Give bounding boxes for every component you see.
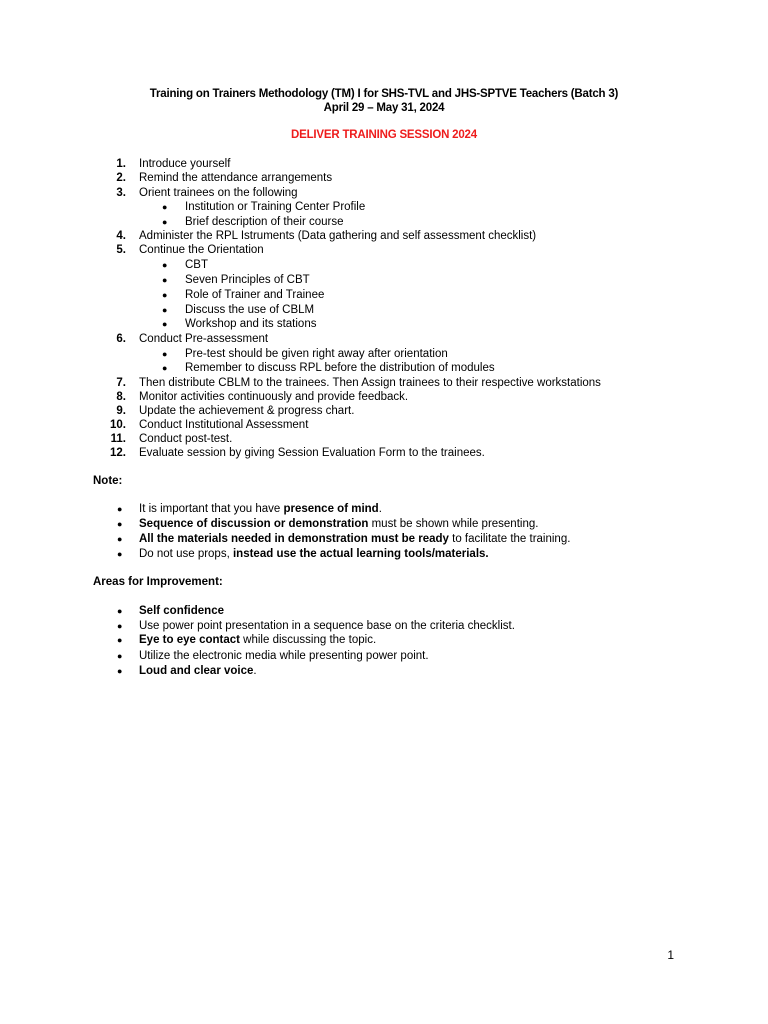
sub-list-item bbox=[0, 361, 768, 375]
list-item bbox=[0, 446, 768, 460]
sub-list-item bbox=[0, 215, 768, 229]
list-item bbox=[0, 157, 768, 171]
step-text: Evaluate session by giving Session Evaluation Form to the trainees. bbox=[139, 447, 485, 459]
sub-list-item bbox=[0, 200, 768, 214]
bullet-icon: ● bbox=[162, 290, 168, 300]
step-text: Administer the RPL Istruments (Data gathering and self assessment checklist) bbox=[139, 230, 537, 242]
note-item bbox=[0, 532, 768, 546]
bullet-icon: ● bbox=[162, 202, 168, 212]
bullet-icon: ● bbox=[117, 666, 123, 676]
sub-item-text: Discuss the use of CBLM bbox=[185, 304, 315, 316]
sub-item-text: Institution or Training Center Profile bbox=[185, 201, 366, 213]
bullet-icon: ● bbox=[117, 534, 123, 544]
sub-item-text: Brief description of their course bbox=[185, 216, 344, 228]
sub-item-text: CBT bbox=[185, 259, 208, 271]
step-text: Orient trainees on the following bbox=[139, 187, 298, 199]
bullet-icon: ● bbox=[162, 363, 168, 373]
improvement-item bbox=[0, 619, 768, 633]
step-number: 7. bbox=[116, 377, 126, 389]
list-item bbox=[0, 186, 768, 200]
step-number: 11. bbox=[110, 433, 126, 445]
step-text: Then distribute CBLM to the trainees. Then Assign trainees to their respective workstations bbox=[139, 377, 601, 389]
step-number: 6. bbox=[116, 333, 126, 345]
sub-item-text: Workshop and its stations bbox=[185, 318, 317, 330]
improvement-item bbox=[0, 649, 768, 663]
sub-list-item bbox=[0, 258, 768, 272]
bullet-icon: ● bbox=[162, 260, 168, 270]
document-title: Training on Trainers Methodology (TM) I for SHS-TVL and JHS-SPTVE Teachers (Batch 3) bbox=[149, 88, 619, 100]
sub-item-text: Seven Principles of CBT bbox=[185, 274, 310, 286]
list-item bbox=[0, 229, 768, 243]
step-number: 5. bbox=[116, 244, 126, 256]
bullet-icon: ● bbox=[117, 549, 123, 559]
step-number: 3. bbox=[116, 187, 126, 199]
sub-item-text: Remember to discuss RPL before the distribution of modules bbox=[185, 362, 495, 374]
sub-list-item bbox=[0, 317, 768, 331]
sub-item-text: Pre-test should be given right away after orientation bbox=[185, 348, 448, 360]
session-heading: DELIVER TRAINING SESSION 2024 bbox=[291, 129, 477, 141]
note-item-text: It is important that you have presence of mind. bbox=[139, 503, 382, 515]
improvement-item-text: Use power point presentation in a sequence base on the criteria checklist. bbox=[139, 620, 515, 632]
sub-list-item bbox=[0, 347, 768, 361]
list-item bbox=[0, 376, 768, 390]
sub-list-item bbox=[0, 303, 768, 317]
bullet-icon: ● bbox=[117, 635, 123, 645]
bullet-icon: ● bbox=[162, 305, 168, 315]
list-item bbox=[0, 390, 768, 404]
list-item bbox=[0, 418, 768, 432]
note-title: Note: bbox=[93, 475, 123, 487]
bullet-icon: ● bbox=[162, 349, 168, 359]
improvement-item bbox=[0, 664, 768, 678]
list-item bbox=[0, 171, 768, 185]
note-item bbox=[0, 547, 768, 561]
sub-list-item bbox=[0, 273, 768, 287]
improvement-item-text: Eye to eye contact while discussing the topic. bbox=[139, 634, 377, 646]
step-number: 12. bbox=[110, 447, 126, 459]
step-text: Update the achievement & progress chart. bbox=[139, 405, 355, 417]
sub-item-text: Role of Trainer and Trainee bbox=[185, 289, 325, 301]
bullet-icon: ● bbox=[117, 519, 123, 529]
bullet-icon: ● bbox=[117, 606, 123, 616]
improvement-item-text: Self confidence bbox=[139, 605, 224, 617]
note-item-text: Do not use props, instead use the actual learning tools/materials. bbox=[139, 548, 489, 560]
step-number: 10. bbox=[110, 419, 126, 431]
step-text: Conduct Institutional Assessment bbox=[139, 419, 309, 431]
note-item-text: Sequence of discussion or demonstration must be shown while presenting. bbox=[139, 518, 539, 530]
note-item bbox=[0, 517, 768, 531]
page-number: 1 bbox=[667, 948, 674, 962]
bullet-icon: ● bbox=[117, 651, 123, 661]
step-text: Conduct post-test. bbox=[139, 433, 233, 445]
list-item bbox=[0, 432, 768, 446]
step-number: 4. bbox=[116, 230, 126, 242]
step-number: 1. bbox=[116, 158, 126, 170]
step-text: Continue the Orientation bbox=[139, 244, 264, 256]
step-text: Conduct Pre-assessment bbox=[139, 333, 269, 345]
bullet-icon: ● bbox=[117, 504, 123, 514]
document-dates: April 29 – May 31, 2024 bbox=[323, 102, 445, 114]
step-text: Monitor activities continuously and provide feedback. bbox=[139, 391, 409, 403]
step-text: Remind the attendance arrangements bbox=[139, 172, 333, 184]
note-item-text: All the materials needed in demonstration must be ready to facilitate the training. bbox=[139, 533, 571, 545]
step-number: 2. bbox=[116, 172, 126, 184]
list-item bbox=[0, 404, 768, 418]
improvement-item bbox=[0, 604, 768, 618]
step-text: Introduce yourself bbox=[139, 158, 231, 170]
sub-list-item bbox=[0, 288, 768, 302]
list-item bbox=[0, 243, 768, 257]
improvement-title: Areas for Improvement: bbox=[93, 576, 223, 588]
step-number: 8. bbox=[116, 391, 126, 403]
bullet-icon: ● bbox=[162, 275, 168, 285]
bullet-icon: ● bbox=[162, 217, 168, 227]
bullet-icon: ● bbox=[162, 319, 168, 329]
improvement-item-text: Loud and clear voice. bbox=[139, 665, 257, 677]
bullet-icon: ● bbox=[117, 621, 123, 631]
improvement-item bbox=[0, 633, 768, 647]
list-item bbox=[0, 332, 768, 346]
step-number: 9. bbox=[116, 405, 126, 417]
note-item bbox=[0, 502, 768, 516]
improvement-item-text: Utilize the electronic media while presenting power point. bbox=[139, 650, 429, 662]
